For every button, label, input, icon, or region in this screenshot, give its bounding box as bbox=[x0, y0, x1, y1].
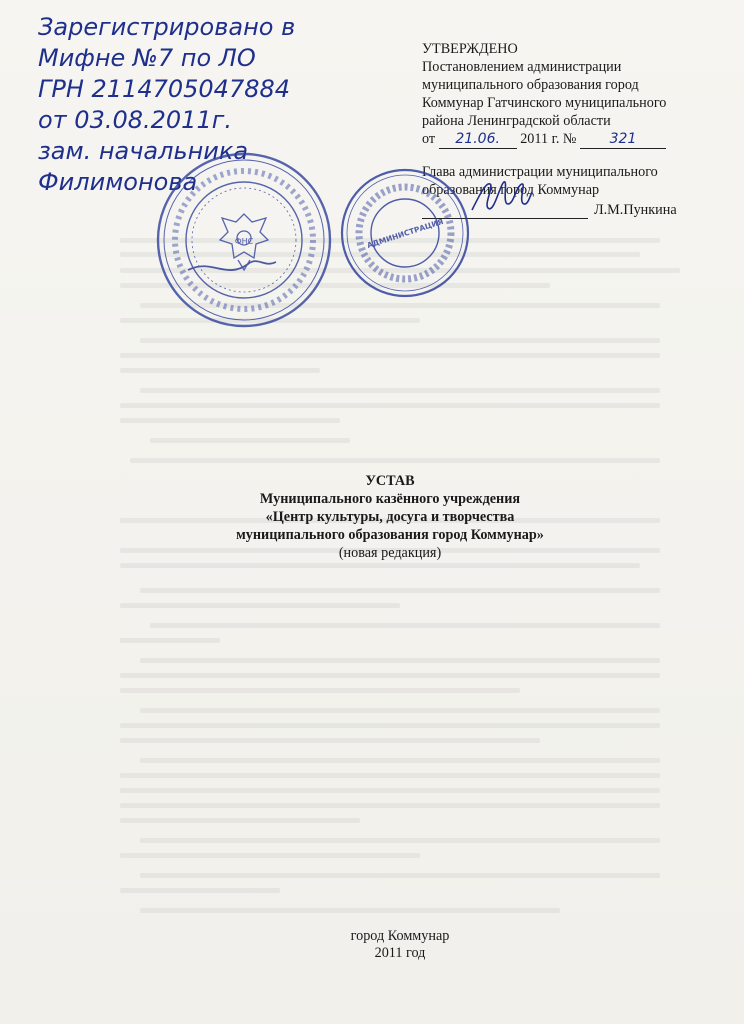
footer-city: город Коммунар bbox=[350, 928, 450, 944]
charter-title-block bbox=[200, 472, 580, 562]
approval-year: 2011 г. № bbox=[520, 131, 577, 147]
approval-line-2: муниципального образования город bbox=[422, 77, 639, 93]
tax-seal-center-text: ФНС bbox=[234, 237, 254, 246]
charter-line-3: муниципального образования город Коммунар» bbox=[236, 527, 544, 543]
head-title-line-1: Глава администрации муниципального bbox=[422, 164, 658, 180]
charter-line-1: Муниципального казённого учреждения bbox=[259, 491, 521, 507]
approval-heading: УТВЕРЖДЕНО bbox=[422, 41, 518, 57]
handwritten-line-6: Филимонова bbox=[38, 168, 198, 196]
approval-line-4: района Ленинградской области bbox=[422, 113, 611, 129]
handwritten-signature bbox=[466, 174, 536, 220]
approval-line-3: Коммунар Гатчинского муниципального bbox=[422, 95, 667, 111]
charter-edition: (новая редакция) bbox=[338, 545, 442, 561]
footer-block bbox=[300, 928, 500, 962]
approval-line-1: Постановлением администрации bbox=[422, 59, 622, 75]
approval-date-handwritten: 21.06. bbox=[439, 130, 517, 149]
tax-office-seal bbox=[152, 148, 336, 332]
handwritten-line-4: от 03.08.2011г. bbox=[38, 106, 232, 134]
handwritten-line-3: ГРН 2114705047884 bbox=[38, 75, 291, 103]
admin-seal-center-text: АДМИНИСТРАЦИЯ bbox=[365, 216, 445, 251]
approval-block bbox=[422, 40, 722, 149]
handwritten-line-2: Мифне №7 по ЛО bbox=[38, 44, 256, 72]
seal-signature-stroke bbox=[188, 261, 276, 270]
approval-date-line bbox=[422, 130, 722, 149]
administration-seal bbox=[338, 166, 472, 300]
handwritten-line-1: Зарегистрировано в bbox=[38, 13, 296, 41]
head-name: Л.М.Пункина bbox=[594, 202, 677, 218]
head-title-line-2: образования город Коммунар bbox=[422, 182, 600, 198]
handwritten-line-5: зам. начальника bbox=[38, 137, 249, 165]
charter-line-2: «Центр культуры, досуга и творчества bbox=[265, 509, 515, 525]
charter-title: УСТАВ bbox=[365, 473, 415, 489]
approval-number-handwritten: 321 bbox=[580, 130, 666, 149]
date-prefix: от bbox=[422, 131, 436, 147]
footer-year: 2011 год bbox=[374, 945, 426, 961]
